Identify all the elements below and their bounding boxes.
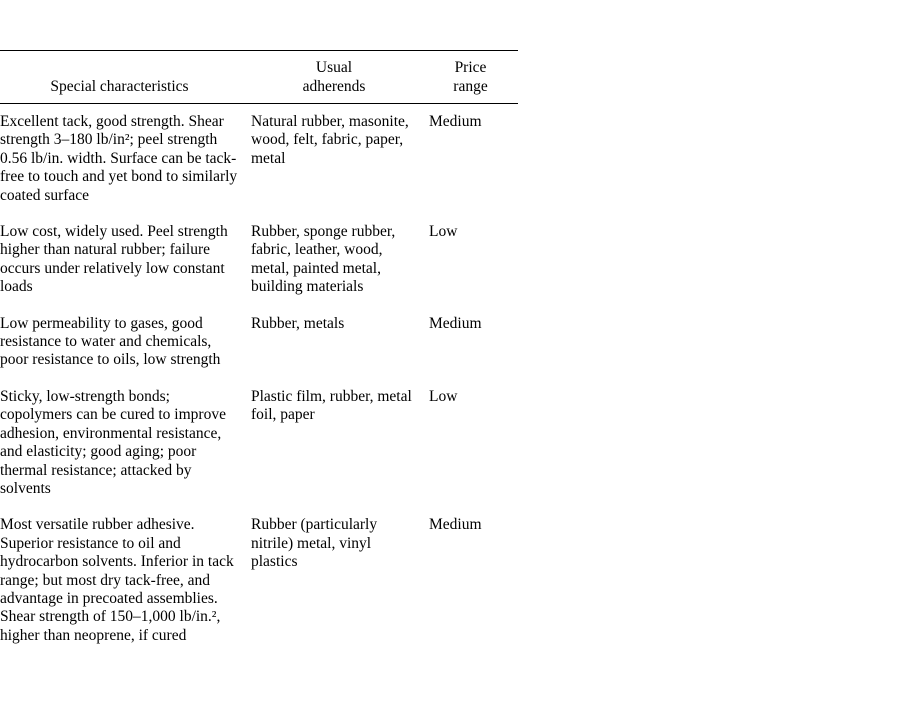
row-spacer bbox=[0, 297, 518, 306]
row-spacer bbox=[0, 498, 518, 507]
header-line-1: Usual bbox=[315, 59, 353, 76]
cell-price: Medium bbox=[429, 113, 482, 130]
cell-adherends: Rubber (particularly nitrile) metal, vinyl plastics bbox=[251, 516, 378, 571]
table-row bbox=[0, 104, 518, 205]
cell-characteristics: Low permeability to gases, good resistance to water and chemicals, poor resistance to oils, low strength bbox=[0, 314, 221, 369]
cell-adherends: Plastic film, rubber, metal foil, paper bbox=[251, 387, 412, 424]
cell-adherends: Rubber, sponge rubber, fabric, leather, wood, metal, painted metal, building materials bbox=[251, 223, 396, 296]
cell-characteristics: Sticky, low-strength bonds; copolymers can be cured to improve adhesion, environmental resistance, and elasticity; good aging; poor thermal resistance; attacked by solvents bbox=[0, 387, 226, 497]
cell-price: Low bbox=[429, 387, 458, 405]
header-line-2: adherends bbox=[302, 78, 366, 95]
table-container bbox=[0, 50, 518, 645]
header-line-1: Price bbox=[454, 59, 487, 76]
header-line-2: range bbox=[453, 78, 488, 95]
cell-adherends: Rubber, metals bbox=[251, 314, 345, 332]
header-row bbox=[0, 51, 518, 104]
cell-price: Medium bbox=[429, 314, 482, 332]
table-row bbox=[0, 214, 518, 297]
header-line-1: Special characteristics bbox=[50, 78, 189, 95]
table-row bbox=[0, 306, 518, 370]
column-header-price-range bbox=[423, 51, 518, 104]
cell-characteristics: Low cost, widely used. Peel strength higher than natural rubber; failure occurs under relatively low constant loads bbox=[0, 223, 228, 296]
table-row bbox=[0, 507, 518, 645]
cell-price: Low bbox=[429, 223, 458, 241]
cell-characteristics: Excellent tack, good strength. Shear strength 3–180 lb/in²; peel strength 0.56 lb/in. width. Surface can be tack-free to touch and yet bond to similarly coated surface bbox=[0, 113, 238, 204]
column-header-usual-adherends bbox=[245, 51, 423, 104]
table-row bbox=[0, 379, 518, 498]
cell-adherends: Natural rubber, masonite, wood, felt, fabric, paper, metal bbox=[251, 113, 409, 167]
table-body bbox=[0, 104, 518, 645]
table-header bbox=[0, 51, 518, 105]
row-spacer bbox=[0, 370, 518, 379]
row-spacer bbox=[0, 205, 518, 214]
column-header-special-characteristics bbox=[0, 51, 245, 104]
cell-characteristics: Most versatile rubber adhesive. Superior resistance to oil and hydrocarbon solvents. Inferior in tack range; but most dry tack-free, and advantage in precoated assemblies. Shear strength of 150–1,000 lb/in.², higher than neoprene, if cured bbox=[0, 516, 234, 644]
cell-price: Medium bbox=[429, 516, 482, 534]
adhesives-table bbox=[0, 50, 518, 645]
